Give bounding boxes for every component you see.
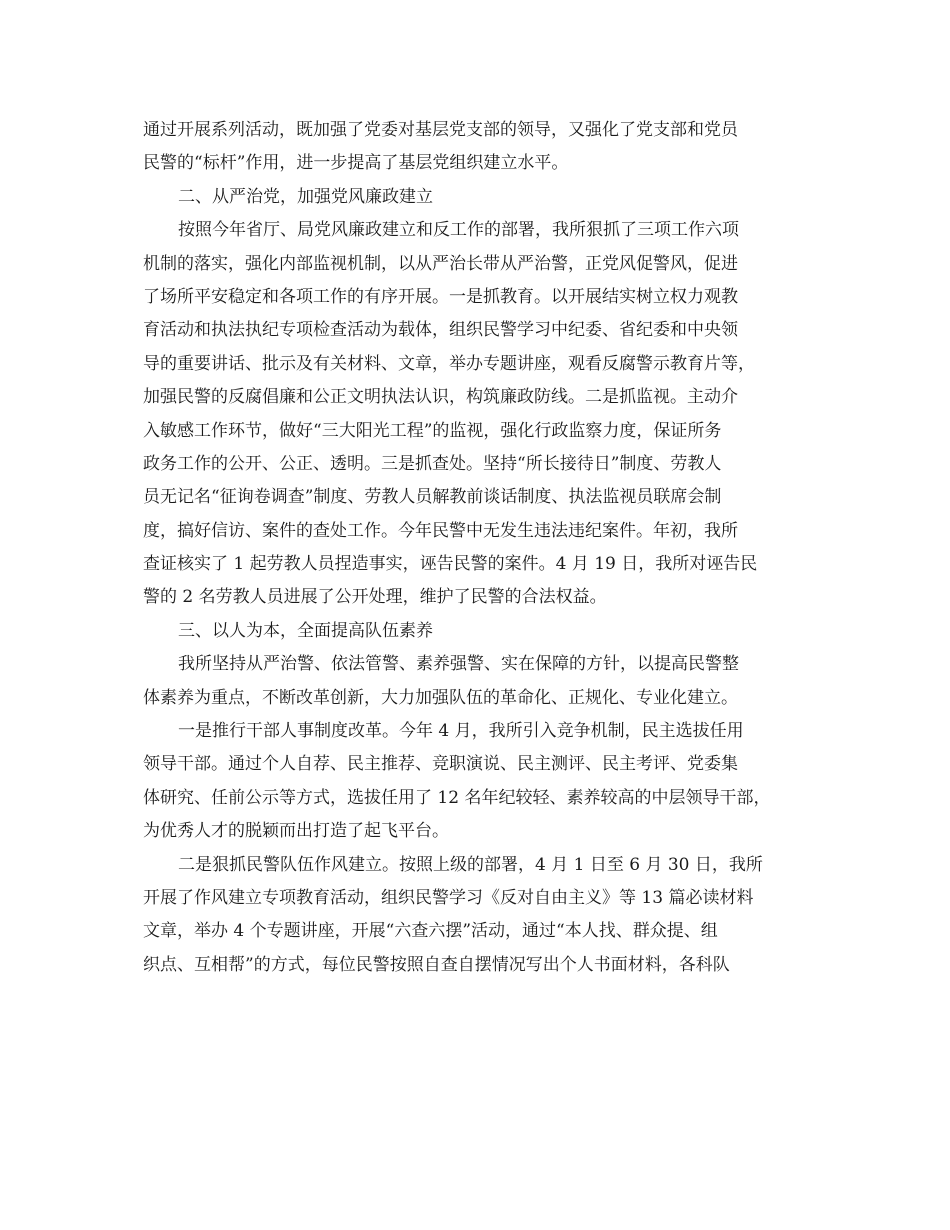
text-line: 按照今年省厅、局党风廉政建立和反工作的部署，我所狠抓了三项工作六项 (178, 220, 739, 241)
text-line: 体研究、任前公示等方式，选拔任用了 12 名年纪较轻、素养较高的中层领导干部， (143, 787, 771, 808)
text-line: 了场所平安稳定和各项工作的有序开展。一是抓教育。以开展结实树立权力观教 (143, 286, 738, 307)
text-line: 开展了作风建立专项教育活动，组织民警学习《反对自由主义》等 13 篇必读材料 (143, 887, 754, 908)
text-line: 一是推行干部人事制度改革。今年 4 月，我所引入竞争机制，民主选拔任用 (178, 721, 744, 742)
text-line: 体素养为重点，不断改革创新，大力加强队伍的革命化、正规化、专业化建立。 (143, 687, 738, 708)
text-line: 民警的“标杆”作用，进一步提高了基层党组织建立水平。 (143, 153, 569, 174)
text-line: 机制的落实，强化内部监视机制，以从严治长带从严治警，正党风促警风，促进 (143, 253, 738, 274)
text-line: 警的 2 名劳教人员进展了公开处理，维护了民警的合法权益。 (143, 587, 607, 608)
text-line: 文章，举办 4 个专题讲座，开展“六查六摆”活动，通过“本人找、群众提、组 (143, 921, 718, 942)
text-line: 员无记名“征询卷调查”制度、劳教人员解教前谈话制度、执法监视员联席会制 (143, 487, 722, 508)
text-line: 加强民警的反腐倡廉和公正文明执法认识，构筑廉政防线。二是抓监视。主动介 (143, 387, 738, 408)
text-line: 育活动和执法执纪专项检查活动为载体，组织民警学习中纪委、省纪委和中央领 (143, 320, 738, 341)
text-line: 政务工作的公开、公正、透明。三是抓查处。坚持“所长接待日”制度、劳教人 (143, 453, 722, 474)
text-line: 领导干部。通过个人自荐、民主推荐、竞职演说、民主测评、民主考评、党委集 (143, 754, 738, 775)
text-line: 查证核实了 1 起劳教人员捏造事实，诬告民警的案件。4 月 19 日，我所对诬告民 (143, 554, 758, 575)
text-line: 度，搞好信访、案件的查处工作。今年民警中无发生违法违纪案件。年初，我所 (143, 520, 738, 541)
text-line: 导的重要讲话、批示及有关材料、文章，举办专题讲座，观看反腐警示教育片等， (143, 353, 755, 374)
section-heading: 二、从严治党，加强党风廉政建立 (178, 186, 433, 207)
document-body (143, 114, 799, 982)
text-line: 二是狠抓民警队伍作风建立。按照上级的部署，4 月 1 日至 6 月 30 日，我所 (178, 854, 763, 875)
text-line: 为优秀人才的脱颖而出打造了起飞平台。 (143, 821, 449, 842)
text-line: 入敏感工作环节，做好“三大阳光工程”的监视，强化行政监察力度，保证所务 (143, 420, 722, 441)
section-heading: 三、以人为本，全面提高队伍素养 (178, 620, 433, 641)
text-line: 通过开展系列活动，既加强了党委对基层党支部的领导，又强化了党支部和党员 (143, 120, 738, 140)
text-line: 我所坚持从严治警、依法管警、素养强警、实在保障的方针，以提高民警整 (178, 654, 739, 675)
text-line: 织点、互相帮”的方式，每位民警按照自查自摆情况写出个人书面材料，各科队 (143, 954, 730, 975)
